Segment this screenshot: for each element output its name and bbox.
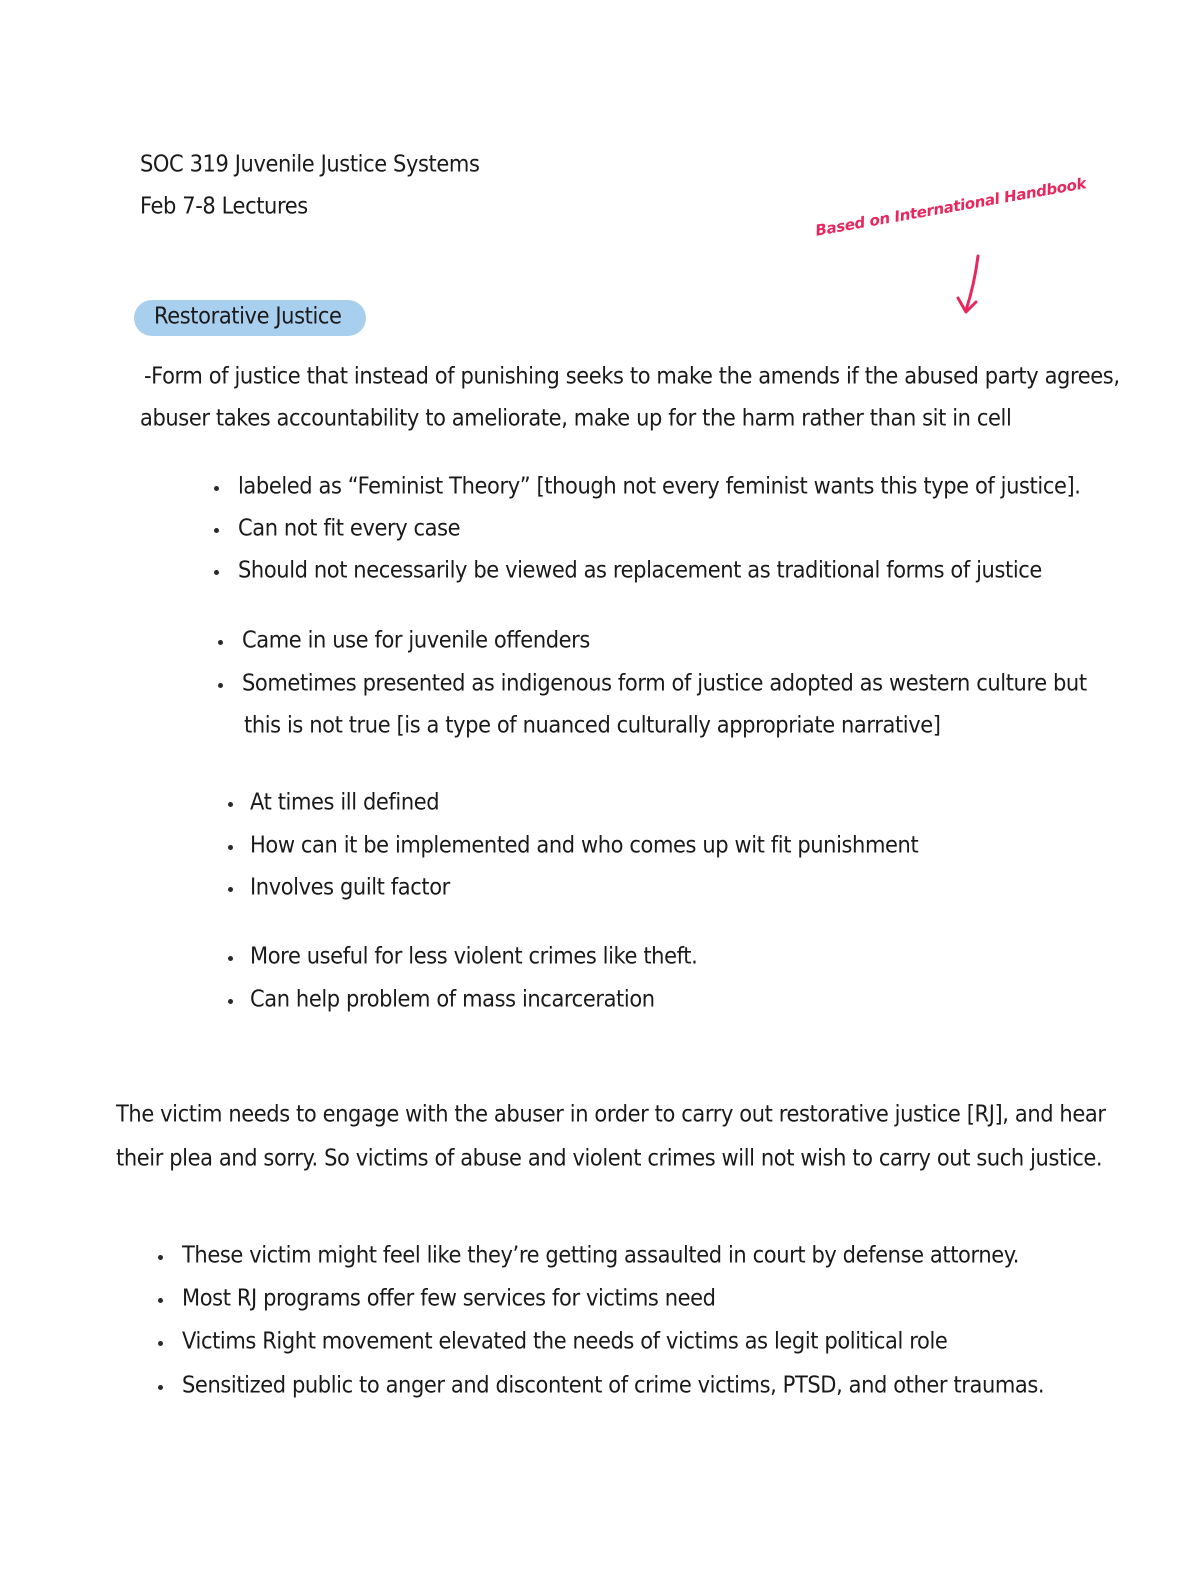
bullet-dot: [158, 1298, 163, 1303]
definition-line-1: -Form of justice that instead of punishing seeks to make the amends if the abused party agrees,: [144, 362, 1120, 389]
handbook-annotation: Based on International Handbook: [814, 174, 1088, 240]
list-item: Can not fit every case: [238, 514, 461, 541]
list-item-continuation: this is not true [is a type of nuanced culturally appropriate narrative]: [244, 711, 941, 738]
list-item: Victims Right movement elevated the needs of victims as legit political role: [182, 1327, 948, 1354]
bullet-dot: [158, 1385, 163, 1390]
list-item: Most RJ programs offer few services for victims need: [182, 1284, 716, 1311]
list-item: Came in use for juvenile offenders: [242, 626, 590, 653]
list-item: Can help problem of mass incarceration: [250, 985, 655, 1012]
list-item: These victim might feel like they’re getting assaulted in court by defense attorney.: [182, 1241, 1020, 1268]
list-item: Sometimes presented as indigenous form of justice adopted as western culture but: [242, 669, 1087, 696]
bullet-dot: [228, 999, 233, 1004]
bullet-dot: [228, 845, 233, 850]
bullet-dot: [218, 683, 223, 688]
course-title: SOC 319 Juvenile Justice Systems: [140, 150, 480, 177]
paragraph-line-2: their plea and sorry. So victims of abuse and violent crimes will not wish to carry out such justice.: [116, 1144, 1103, 1171]
bullet-dot: [158, 1255, 163, 1260]
bullet-dot: [214, 570, 219, 575]
annotation-arrow-icon: [950, 252, 990, 322]
list-item: Sensitized public to anger and discontent of crime victims, PTSD, and other traumas.: [182, 1371, 1045, 1398]
list-item: More useful for less violent crimes like theft.: [250, 942, 698, 969]
list-item: At times ill defined: [250, 788, 440, 815]
definition-line-2: abuser takes accountability to ameliorate, make up for the harm rather than sit in cell: [140, 404, 1012, 431]
bullet-dot: [228, 887, 233, 892]
bullet-dot: [158, 1341, 163, 1346]
bullet-dot: [218, 640, 223, 645]
section-heading: Restorative Justice: [154, 302, 342, 329]
list-item: labeled as “Feminist Theory” [though not every feminist wants this type of justice].: [238, 472, 1081, 499]
bullet-dot: [228, 802, 233, 807]
bullet-dot: [228, 956, 233, 961]
list-item: Should not necessarily be viewed as replacement as traditional forms of justice: [238, 556, 1042, 583]
lecture-date: Feb 7-8 Lectures: [140, 192, 308, 219]
bullet-dot: [214, 486, 219, 491]
list-item: Involves guilt factor: [250, 873, 450, 900]
paragraph-line-1: The victim needs to engage with the abuser in order to carry out restorative justice [RJ], and hear: [116, 1100, 1106, 1127]
list-item: How can it be implemented and who comes up wit fit punishment: [250, 831, 919, 858]
bullet-dot: [214, 528, 219, 533]
